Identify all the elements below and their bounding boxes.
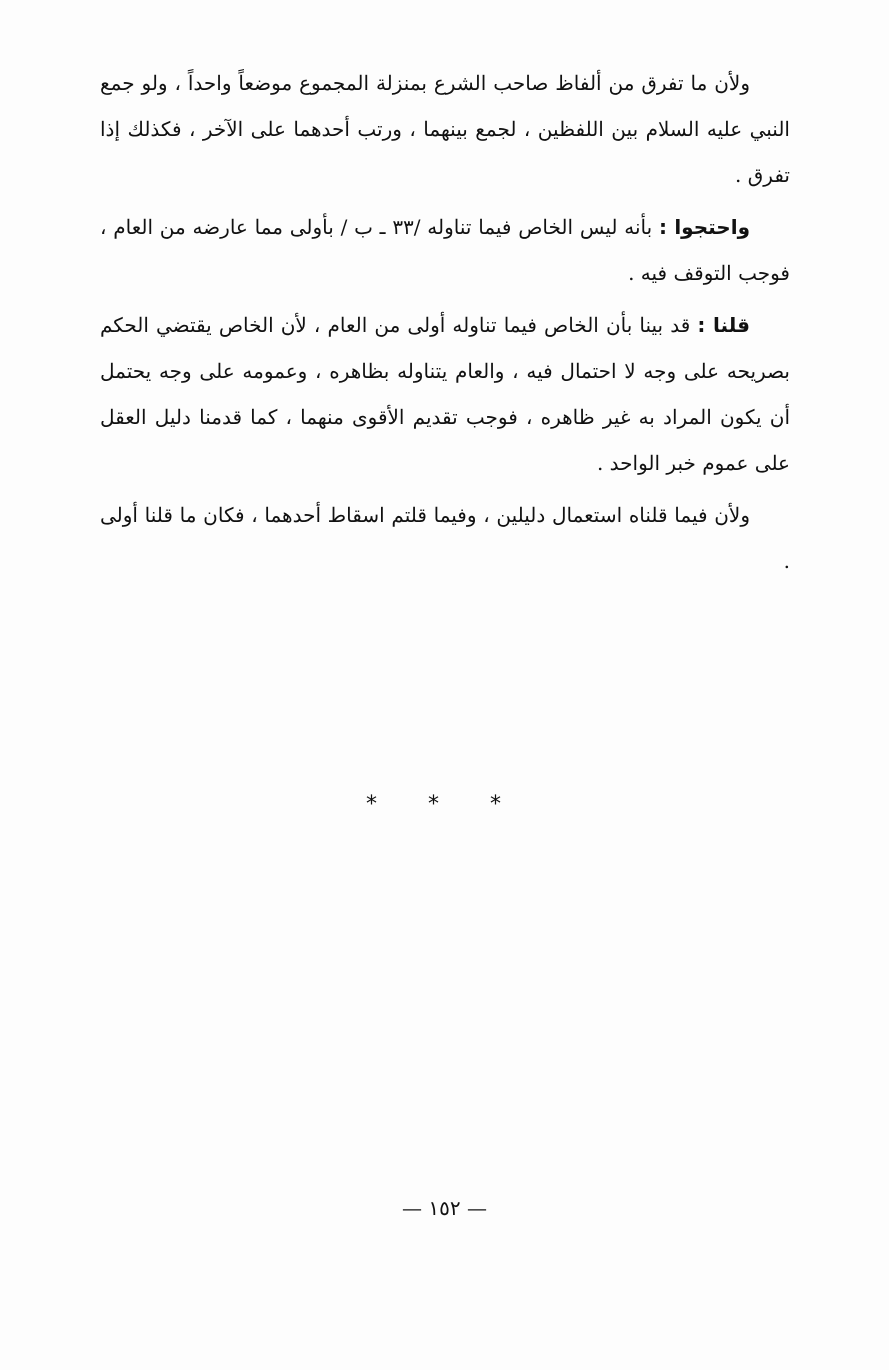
paragraph-1-text: ولأن ما تفرق من ألفاظ صاحب الشرع بمنزلة المجموع موضعاً واحداً ، ولو جمع النبي عليه السلام بين اللفظين ، لجمع بينهما ، ورتب أحدهما على الآخر ، فكذلك إذا تفرق .	[100, 71, 790, 187]
paragraph-4	[100, 492, 790, 584]
paragraph-3	[100, 302, 790, 486]
paragraph-2-lead: واحتجوا :	[658, 215, 750, 239]
paragraph-3-text: قد بينا بأن الخاص فيما تناوله أولى من العام ، لأن الخاص يقتضي الحكم بصريحه على وجه لا احتمال فيه ، والعام يتناوله بظاهره ، وعمومه على وجه يحتمل أن يكون المراد به غير ظاهره ، فوجب تقديم الأقوى منهما ، كما قدمنا دليل العقل على عموم خبر الواحد .	[100, 313, 790, 475]
page-number: — ١٥٢ —	[402, 1196, 487, 1220]
paragraph-2	[100, 204, 790, 296]
body-text	[100, 60, 790, 590]
paragraph-1	[100, 60, 790, 198]
paragraph-4-text: ولأن فيما قلناه استعمال دليلين ، وفيما قلتم اسقاط أحدهما ، فكان ما قلنا أولى .	[100, 503, 790, 573]
paragraph-3-lead: قلنا :	[697, 313, 750, 337]
paragraph-2-text: بأنه ليس الخاص فيما تناوله /٣٣ ـ ب / بأولى مما عارضه من العام ، فوجب التوقف فيه .	[100, 215, 790, 285]
section-separator: * * *	[366, 792, 523, 817]
